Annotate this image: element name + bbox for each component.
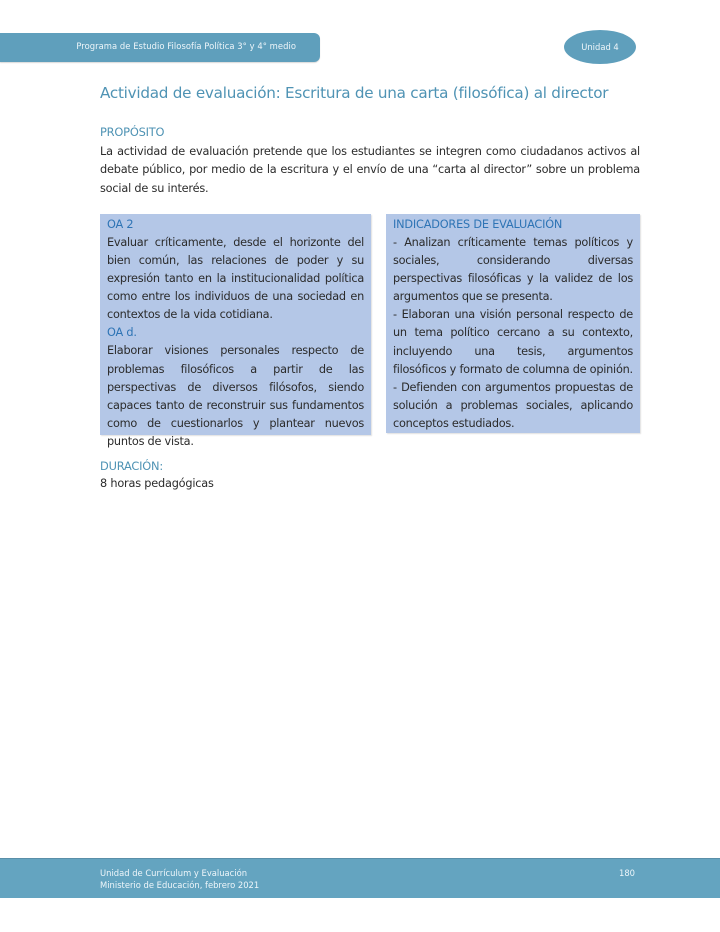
- indicator-item: - Defienden con argumentos propuestas de solución a problemas sociales, aplicando conceptos estudiados.: [393, 380, 633, 430]
- footer-bar: [0, 858, 720, 898]
- indicators-box: [386, 214, 640, 433]
- objective-heading: OA d.: [107, 326, 137, 340]
- indicator-item: - Analizan críticamente temas políticos y sociales, considerando diversas perspectivas filosóficas y la validez de los argumentos que se presenta.: [393, 236, 633, 304]
- indicators-heading: INDICADORES DE EVALUACIÓN: [393, 218, 563, 231]
- footer-ministry-date: Ministerio de Educación, febrero 2021: [100, 880, 260, 890]
- unit-badge: [564, 30, 636, 64]
- footer-department: Unidad de Currículum y Evaluación: [100, 868, 248, 878]
- objectives-box: [100, 214, 371, 448]
- purpose-text: La actividad de evaluación pretende que los estudiantes se integren como ciudadanos activos al debate público, por medio de la escritura y el envío de una “carta al director” sobre un problema social de su interés.: [100, 145, 640, 195]
- duration-heading: DURACIÓN:: [100, 459, 163, 473]
- unit-label: Unidad 4: [581, 42, 619, 52]
- objective-text: Evaluar críticamente, desde el horizonte del bien común, las relaciones de poder y su expresión tanto en la institucionalidad política como entre los individuos de una sociedad en contextos de la vida cotidiana.: [107, 236, 364, 322]
- program-title: Programa de Estudio Filosofía Política 3° y 4° medio: [76, 41, 296, 51]
- objective-heading: OA 2: [107, 218, 134, 231]
- duration-text: 8 horas pedagógicas: [100, 477, 214, 490]
- header-bar: [0, 33, 320, 62]
- indicator-item: - Elaboran una visión personal respecto de un tema político cercano a su contexto, incluyendo una tesis, argumentos filosóficos y formato de columna de opinión.: [393, 308, 633, 376]
- objective-text: Elaborar visiones personales respecto de problemas filosóficos a partir de las perspectivas de diversos filósofos, siendo capaces tanto de reconstruir sus fundamentos como de cuestionarlos y plantear nuevos puntos de vista.: [107, 344, 364, 448]
- page-title: Actividad de evaluación: Escritura de una carta (filosófica) al director: [100, 84, 609, 102]
- page-number: 180: [619, 868, 635, 878]
- purpose-heading: PROPÓSITO: [100, 125, 165, 139]
